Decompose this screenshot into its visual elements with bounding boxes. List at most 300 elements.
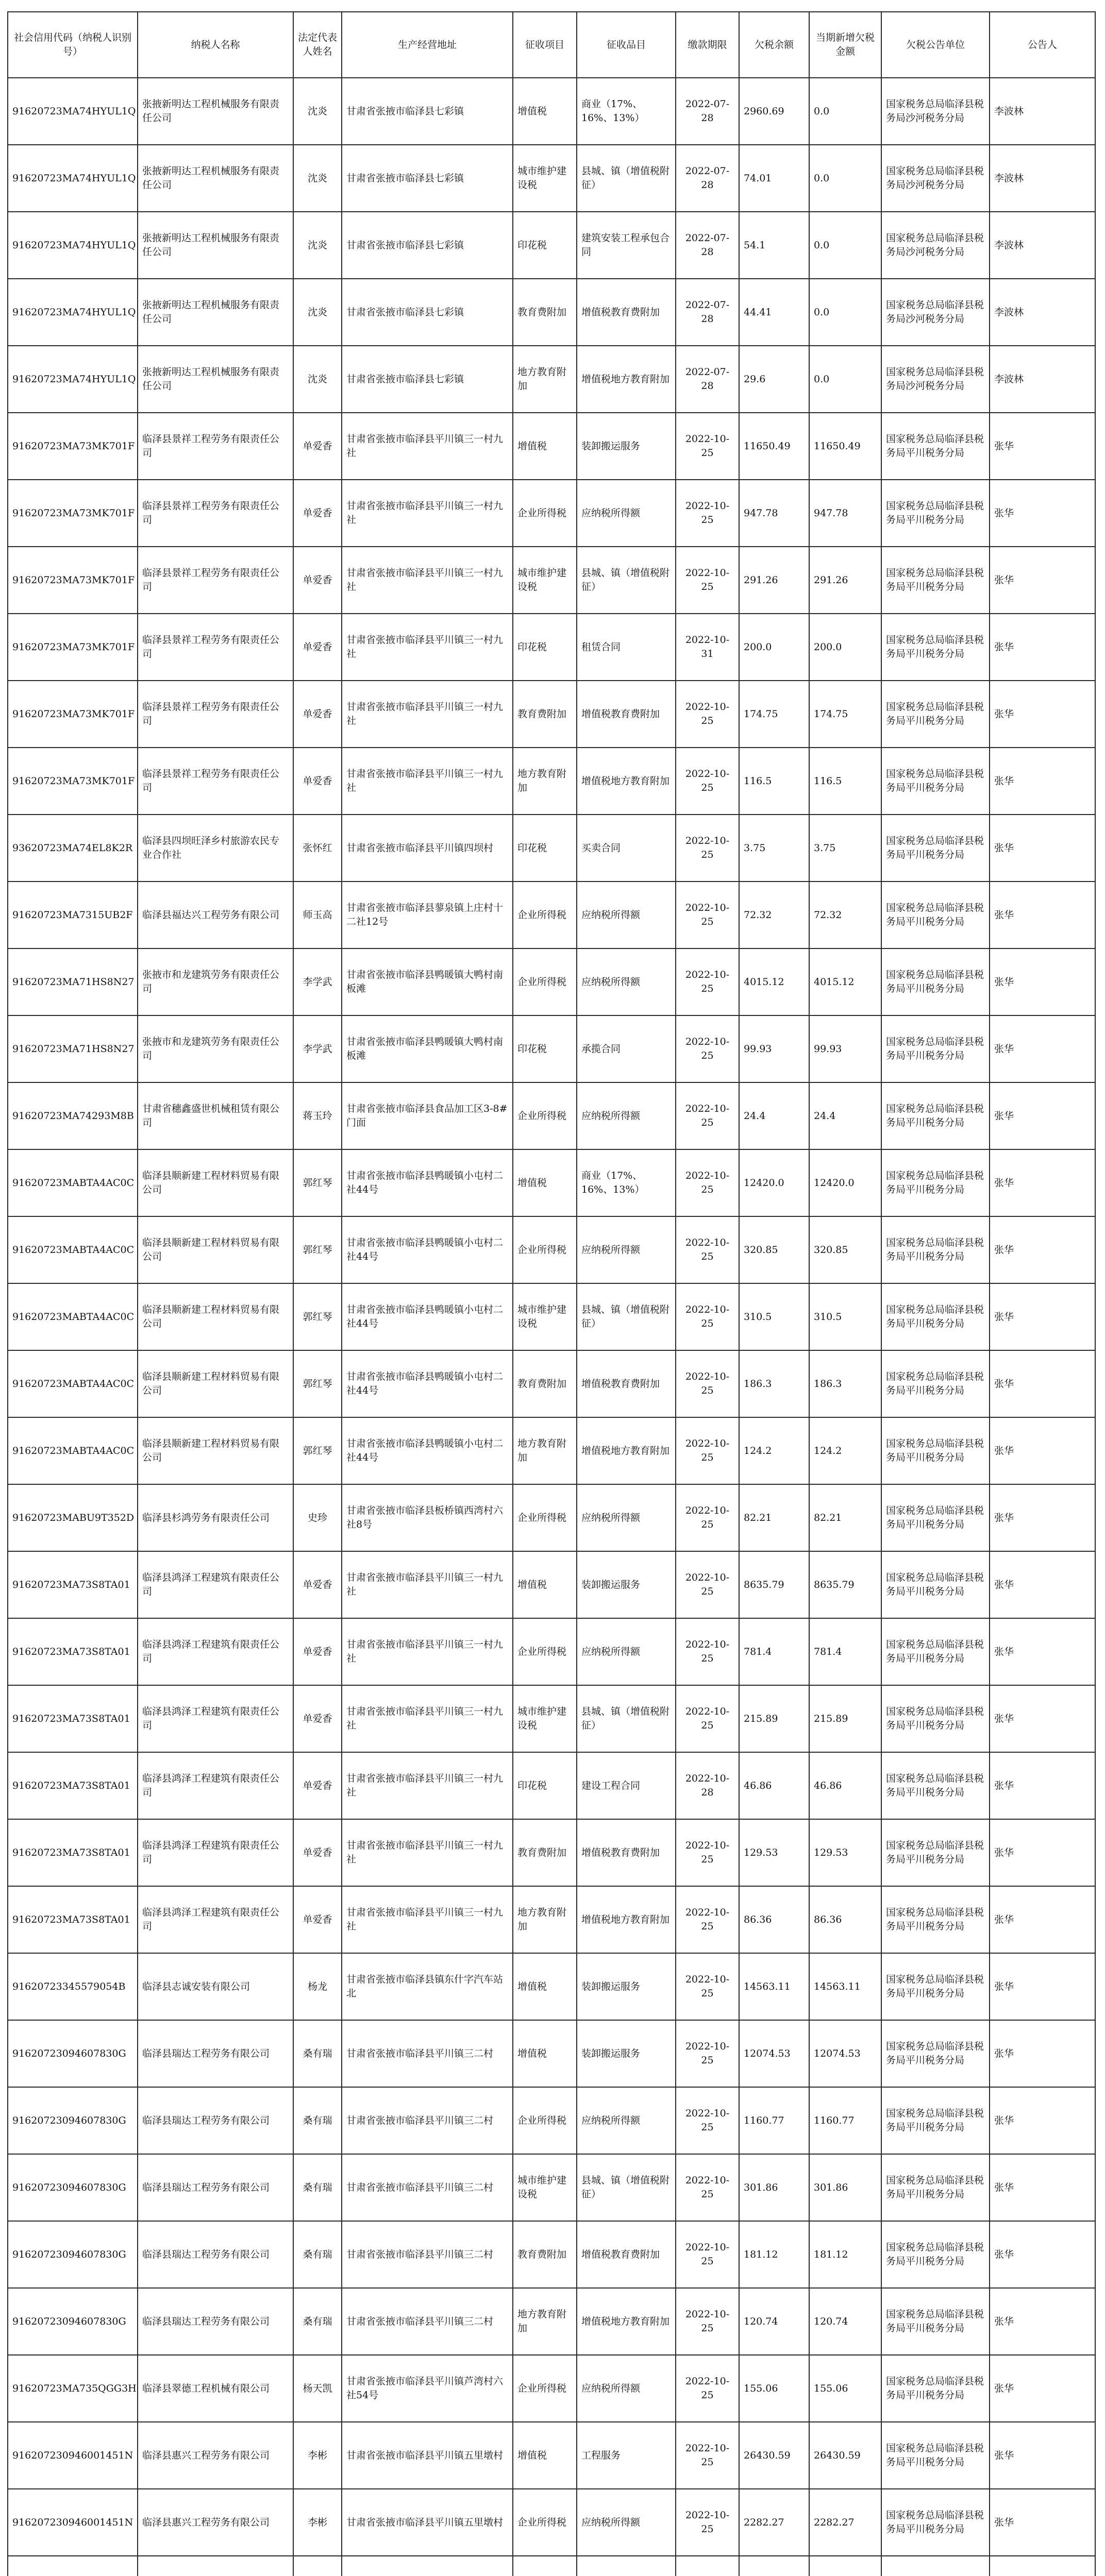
cell-legal-rep: 师玉高	[293, 882, 342, 948]
cell-tax-item: 地方教育附加	[513, 2288, 577, 2355]
cell-taxpayer-name: 临泽县鸿泽工程建筑有限责任公司	[138, 1551, 293, 1618]
cell-arrears-balance: 8635.79	[739, 1551, 809, 1618]
cell-notice-unit: 国家税务总局临泽县税务局平川税务分局	[881, 1350, 990, 1417]
table-row	[8, 2556, 1095, 2576]
table-row	[8, 279, 1095, 346]
cell-announcer: 张华	[990, 2020, 1095, 2087]
cell-announcer: 张华	[990, 2355, 1095, 2422]
cell-new-arrears: 86.36	[809, 1886, 881, 1953]
cell-notice-unit: 国家税务总局临泽县税务局平川税务分局	[881, 2422, 990, 2489]
cell-tax-subitem: 商业（17%、16%、13%）	[577, 1149, 676, 1216]
cell-taxpayer-name: 临泽县景祥工程劳务有限责任公司	[138, 547, 293, 614]
cell-new-arrears: 8635.79	[809, 1551, 881, 1618]
cell-tax-item: 教育费附加	[513, 681, 577, 748]
cell-tax-item: 企业所得税	[513, 2355, 577, 2422]
cell-new-arrears: 82.21	[809, 1484, 881, 1551]
cell-tax-subitem: 应纳税所得额	[577, 2087, 676, 2154]
cell-arrears-balance: 186.3	[739, 1350, 809, 1417]
cell-tax-subitem: 增值税地方教育附加	[577, 1886, 676, 1953]
header-new-arrears: 当期新增欠税金额	[809, 12, 881, 78]
cell-taxpayer-name: 临泽县鸿泽工程建筑有限责任公司	[138, 1752, 293, 1819]
cell-address: 甘肃省张掖市临泽县鸭暖镇小屯村二社44号	[342, 1350, 513, 1417]
cell-credit-code: 91620723MABU9T352D	[8, 1484, 138, 1551]
cell-address: 甘肃省张掖市临泽县平川镇四坝村	[342, 815, 513, 882]
cell-announcer: 张华	[990, 2489, 1095, 2556]
cell-credit-code	[8, 2556, 138, 2576]
cell-announcer: 张华	[990, 1484, 1095, 1551]
cell-tax-item: 城市维护建设税	[513, 547, 577, 614]
cell-notice-unit: 国家税务总局临泽县税务局平川税务分局	[881, 1015, 990, 1082]
cell-tax-subitem: 买卖合同	[577, 815, 676, 882]
cell-notice-unit: 国家税务总局临泽县税务局平川税务分局	[881, 1417, 990, 1484]
cell-notice-unit: 国家税务总局临泽县税务局平川税务分局	[881, 1752, 990, 1819]
table-row	[8, 748, 1095, 815]
cell-legal-rep: 郭红琴	[293, 1283, 342, 1350]
cell-arrears-balance: 86.36	[739, 1886, 809, 1953]
cell-tax-subitem: 县城、镇（增值税附征）	[577, 2154, 676, 2221]
header-address: 生产经营地址	[342, 12, 513, 78]
cell-tax-subitem: 应纳税所得额	[577, 1618, 676, 1685]
cell-credit-code: 91620723MA73S8TA01	[8, 1551, 138, 1618]
cell-arrears-balance: 320.85	[739, 1216, 809, 1283]
cell-tax-subitem: 应纳税所得额	[577, 2355, 676, 2422]
cell-taxpayer-name: 临泽县瑞达工程劳务有限公司	[138, 2020, 293, 2087]
cell-tax-item: 企业所得税	[513, 480, 577, 547]
cell-new-arrears: 200.0	[809, 614, 881, 681]
cell-tax-subitem: 县城、镇（增值税附征）	[577, 1283, 676, 1350]
cell-taxpayer-name: 张掖新明达工程机械服务有限责任公司	[138, 212, 293, 279]
cell-arrears-balance: 14563.11	[739, 1953, 809, 2020]
cell-new-arrears: 72.32	[809, 882, 881, 948]
cell-taxpayer-name: 张掖市和龙建筑劳务有限责任公司	[138, 1015, 293, 1082]
cell-tax-subitem: 装卸搬运服务	[577, 1953, 676, 2020]
cell-deadline: 2022-10-25	[676, 1283, 739, 1350]
cell-tax-subitem: 承揽合同	[577, 1015, 676, 1082]
cell-taxpayer-name: 张掖新明达工程机械服务有限责任公司	[138, 279, 293, 346]
cell-taxpayer-name: 临泽县景祥工程劳务有限责任公司	[138, 681, 293, 748]
cell-deadline: 2022-10-25	[676, 1886, 739, 1953]
cell-arrears-balance: 4015.12	[739, 948, 809, 1015]
cell-credit-code: 91620723MA73S8TA01	[8, 1752, 138, 1819]
cell-legal-rep: 单爱香	[293, 1819, 342, 1886]
cell-taxpayer-name: 临泽县景祥工程劳务有限责任公司	[138, 413, 293, 480]
cell-taxpayer-name	[138, 2556, 293, 2576]
table-row	[8, 1350, 1095, 1417]
cell-tax-subitem: 应纳税所得额	[577, 1082, 676, 1149]
cell-new-arrears: 174.75	[809, 681, 881, 748]
cell-credit-code: 91620723MA735QGG3H	[8, 2355, 138, 2422]
cell-legal-rep: 李彬	[293, 2489, 342, 2556]
cell-credit-code: 91620723MA73S8TA01	[8, 1819, 138, 1886]
cell-address: 甘肃省张掖市临泽县平川镇三一村九社	[342, 614, 513, 681]
cell-legal-rep: 沈炎	[293, 279, 342, 346]
cell-arrears-balance: 26430.59	[739, 2422, 809, 2489]
cell-legal-rep: 张怀红	[293, 815, 342, 882]
cell-credit-code: 91620723MABTA4AC0C	[8, 1283, 138, 1350]
cell-legal-rep: 郭红琴	[293, 1350, 342, 1417]
cell-deadline: 2022-10-31	[676, 614, 739, 681]
cell-legal-rep: 单爱香	[293, 1618, 342, 1685]
cell-new-arrears: 3.75	[809, 815, 881, 882]
cell-new-arrears: 116.5	[809, 748, 881, 815]
table-row	[8, 815, 1095, 882]
cell-legal-rep: 单爱香	[293, 1886, 342, 1953]
cell-deadline: 2022-10-25	[676, 547, 739, 614]
cell-announcer: 张华	[990, 1953, 1095, 2020]
cell-notice-unit: 国家税务总局临泽县税务局平川税务分局	[881, 2087, 990, 2154]
cell-new-arrears: 0.0	[809, 346, 881, 413]
header-arrears-balance: 欠税余额	[739, 12, 809, 78]
cell-deadline: 2022-10-25	[676, 1685, 739, 1752]
cell-credit-code: 916207230946001451N	[8, 2422, 138, 2489]
cell-tax-subitem: 应纳税所得额	[577, 1484, 676, 1551]
cell-legal-rep: 郭红琴	[293, 1417, 342, 1484]
cell-new-arrears: 0.0	[809, 145, 881, 212]
cell-tax-subitem: 增值税地方教育附加	[577, 748, 676, 815]
table-row	[8, 2422, 1095, 2489]
cell-notice-unit: 国家税务总局临泽县税务局平川税务分局	[881, 1484, 990, 1551]
cell-tax-item: 企业所得税	[513, 2087, 577, 2154]
cell-notice-unit: 国家税务总局临泽县税务局平川税务分局	[881, 413, 990, 480]
cell-credit-code: 91620723MA74HYUL1Q	[8, 212, 138, 279]
cell-legal-rep: 沈炎	[293, 145, 342, 212]
cell-address: 甘肃省张掖市临泽县平川镇五里墩村	[342, 2489, 513, 2556]
cell-notice-unit: 国家税务总局临泽县税务局沙河税务分局	[881, 279, 990, 346]
table-row	[8, 1953, 1095, 2020]
tax-arrears-notice	[7, 11, 1096, 2576]
cell-address: 甘肃省张掖市临泽县平川镇五里墩村	[342, 2422, 513, 2489]
cell-credit-code: 91620723MABTA4AC0C	[8, 1350, 138, 1417]
cell-new-arrears: 120.74	[809, 2288, 881, 2355]
cell-notice-unit: 国家税务总局临泽县税务局沙河税务分局	[881, 212, 990, 279]
cell-announcer: 张华	[990, 480, 1095, 547]
cell-new-arrears: 181.12	[809, 2221, 881, 2288]
cell-tax-subitem: 装卸搬运服务	[577, 413, 676, 480]
tax-arrears-table	[7, 11, 1096, 2576]
cell-deadline: 2022-10-25	[676, 1953, 739, 2020]
cell-tax-subitem: 县城、镇（增值税附征）	[577, 547, 676, 614]
cell-taxpayer-name: 临泽县景祥工程劳务有限责任公司	[138, 748, 293, 815]
cell-taxpayer-name: 临泽县鸿泽工程建筑有限责任公司	[138, 1685, 293, 1752]
cell-tax-item: 企业所得税	[513, 1216, 577, 1283]
table-row	[8, 882, 1095, 948]
cell-arrears-balance: 291.26	[739, 547, 809, 614]
cell-arrears-balance: 12420.0	[739, 1149, 809, 1216]
cell-legal-rep	[293, 2556, 342, 2576]
table-row	[8, 1149, 1095, 1216]
cell-credit-code: 91620723345579054B	[8, 1953, 138, 2020]
cell-tax-item: 增值税	[513, 2422, 577, 2489]
cell-taxpayer-name: 临泽县杉鸿劳务有限责任公司	[138, 1484, 293, 1551]
cell-credit-code: 91620723MA74HYUL1Q	[8, 145, 138, 212]
cell-new-arrears: 310.5	[809, 1283, 881, 1350]
cell-address: 甘肃省张掖市临泽县平川镇三一村九社	[342, 547, 513, 614]
cell-announcer: 张华	[990, 1551, 1095, 1618]
cell-notice-unit: 国家税务总局临泽县税务局平川税务分局	[881, 2154, 990, 2221]
cell-tax-item: 增值税	[513, 413, 577, 480]
table-row	[8, 212, 1095, 279]
cell-new-arrears: 14563.11	[809, 1953, 881, 2020]
cell-tax-subitem: 增值税教育费附加	[577, 681, 676, 748]
cell-announcer: 张华	[990, 948, 1095, 1015]
table-row	[8, 1551, 1095, 1618]
cell-announcer: 张华	[990, 2154, 1095, 2221]
cell-address: 甘肃省张掖市临泽县七彩镇	[342, 145, 513, 212]
cell-taxpayer-name: 张掖新明达工程机械服务有限责任公司	[138, 346, 293, 413]
cell-tax-subitem: 增值税地方教育附加	[577, 1417, 676, 1484]
cell-notice-unit: 国家税务总局临泽县税务局平川税务分局	[881, 882, 990, 948]
cell-tax-item: 印花税	[513, 212, 577, 279]
cell-tax-item: 企业所得税	[513, 1484, 577, 1551]
cell-new-arrears: 12420.0	[809, 1149, 881, 1216]
cell-notice-unit: 国家税务总局临泽县税务局平川税务分局	[881, 480, 990, 547]
cell-tax-subitem: 县城、镇（增值税附征）	[577, 1685, 676, 1752]
cell-credit-code: 91620723MA71HS8N27	[8, 1015, 138, 1082]
table-row	[8, 2355, 1095, 2422]
cell-arrears-balance: 24.4	[739, 1082, 809, 1149]
cell-legal-rep: 史珍	[293, 1484, 342, 1551]
cell-announcer: 张华	[990, 2221, 1095, 2288]
cell-deadline: 2022-10-25	[676, 815, 739, 882]
cell-credit-code: 91620723MABTA4AC0C	[8, 1417, 138, 1484]
cell-credit-code: 91620723094607830G	[8, 2221, 138, 2288]
cell-taxpayer-name: 临泽县瑞达工程劳务有限公司	[138, 2154, 293, 2221]
cell-tax-item: 增值税	[513, 78, 577, 145]
table-row	[8, 1618, 1095, 1685]
cell-arrears-balance: 174.75	[739, 681, 809, 748]
cell-deadline: 2022-10-25	[676, 2154, 739, 2221]
cell-new-arrears: 1160.77	[809, 2087, 881, 2154]
header-notice-unit: 欠税公告单位	[881, 12, 990, 78]
cell-announcer: 张华	[990, 748, 1095, 815]
cell-new-arrears: 301.86	[809, 2154, 881, 2221]
cell-taxpayer-name: 临泽县景祥工程劳务有限责任公司	[138, 614, 293, 681]
cell-arrears-balance: 46.86	[739, 1752, 809, 1819]
cell-notice-unit: 国家税务总局临泽县税务局平川税务分局	[881, 2288, 990, 2355]
table-row	[8, 1752, 1095, 1819]
cell-tax-subitem: 应纳税所得额	[577, 480, 676, 547]
table-row	[8, 681, 1095, 748]
cell-address: 甘肃省张掖市临泽县蓼泉镇上庄村十二社12号	[342, 882, 513, 948]
cell-tax-subitem: 应纳税所得额	[577, 948, 676, 1015]
cell-deadline: 2022-10-25	[676, 1618, 739, 1685]
cell-arrears-balance: 181.12	[739, 2221, 809, 2288]
cell-taxpayer-name: 临泽县瑞达工程劳务有限公司	[138, 2221, 293, 2288]
cell-legal-rep: 桑有瑞	[293, 2221, 342, 2288]
cell-arrears-balance: 781.4	[739, 1618, 809, 1685]
cell-legal-rep: 单爱香	[293, 1551, 342, 1618]
cell-legal-rep: 郭红琴	[293, 1149, 342, 1216]
cell-tax-item: 教育费附加	[513, 279, 577, 346]
cell-tax-item: 地方教育附加	[513, 748, 577, 815]
cell-arrears-balance: 2960.69	[739, 78, 809, 145]
table-row	[8, 1015, 1095, 1082]
cell-new-arrears: 46.86	[809, 1752, 881, 1819]
cell-tax-subitem	[577, 2556, 676, 2576]
cell-tax-item: 增值税	[513, 1551, 577, 1618]
cell-credit-code: 93620723MA74EL8K2R	[8, 815, 138, 882]
cell-arrears-balance: 155.06	[739, 2355, 809, 2422]
table-row	[8, 1082, 1095, 1149]
cell-new-arrears: 0.0	[809, 279, 881, 346]
cell-arrears-balance: 54.1	[739, 212, 809, 279]
cell-legal-rep: 桑有瑞	[293, 2020, 342, 2087]
cell-announcer: 张华	[990, 1618, 1095, 1685]
cell-address: 甘肃省张掖市临泽县平川镇三一村九社	[342, 1618, 513, 1685]
cell-deadline: 2022-07-28	[676, 145, 739, 212]
cell-tax-subitem: 应纳税所得额	[577, 2489, 676, 2556]
cell-announcer: 张华	[990, 1015, 1095, 1082]
table-row	[8, 2221, 1095, 2288]
cell-tax-item: 教育费附加	[513, 1819, 577, 1886]
cell-address: 甘肃省张掖市临泽县平川镇三一村九社	[342, 1752, 513, 1819]
cell-notice-unit: 国家税务总局临泽县税务局平川税务分局	[881, 1283, 990, 1350]
table-row	[8, 2154, 1095, 2221]
cell-deadline: 2022-10-25	[676, 2221, 739, 2288]
cell-address: 甘肃省张掖市临泽县七彩镇	[342, 346, 513, 413]
cell-legal-rep: 单爱香	[293, 748, 342, 815]
cell-announcer: 张华	[990, 1685, 1095, 1752]
cell-announcer: 张华	[990, 1216, 1095, 1283]
cell-new-arrears: 320.85	[809, 1216, 881, 1283]
cell-arrears-balance	[739, 2556, 809, 2576]
cell-new-arrears: 0.0	[809, 212, 881, 279]
cell-arrears-balance: 12074.53	[739, 2020, 809, 2087]
cell-legal-rep: 杨天凯	[293, 2355, 342, 2422]
cell-new-arrears: 781.4	[809, 1618, 881, 1685]
cell-arrears-balance: 74.01	[739, 145, 809, 212]
cell-taxpayer-name: 临泽县四坝旺泽乡村旅游农民专业合作社	[138, 815, 293, 882]
cell-announcer: 张华	[990, 614, 1095, 681]
cell-address: 甘肃省张掖市临泽县平川镇三一村九社	[342, 413, 513, 480]
cell-new-arrears: 291.26	[809, 547, 881, 614]
header-announcer: 公告人	[990, 12, 1095, 78]
cell-deadline	[676, 2556, 739, 2576]
cell-arrears-balance: 129.53	[739, 1819, 809, 1886]
cell-address: 甘肃省张掖市临泽县食品加工区3-8#门面	[342, 1082, 513, 1149]
cell-credit-code: 91620723MA71HS8N27	[8, 948, 138, 1015]
cell-legal-rep: 单爱香	[293, 614, 342, 681]
cell-tax-item: 企业所得税	[513, 1082, 577, 1149]
cell-legal-rep: 单爱香	[293, 681, 342, 748]
table-row	[8, 2087, 1095, 2154]
cell-notice-unit: 国家税务总局临泽县税务局平川税务分局	[881, 547, 990, 614]
cell-announcer: 张华	[990, 1283, 1095, 1350]
cell-tax-subitem: 装卸搬运服务	[577, 2020, 676, 2087]
cell-announcer: 李波林	[990, 212, 1095, 279]
cell-taxpayer-name: 张掖新明达工程机械服务有限责任公司	[138, 145, 293, 212]
cell-legal-rep: 沈炎	[293, 78, 342, 145]
cell-taxpayer-name: 临泽县惠兴工程劳务有限公司	[138, 2422, 293, 2489]
cell-arrears-balance: 11650.49	[739, 413, 809, 480]
cell-new-arrears: 99.93	[809, 1015, 881, 1082]
cell-announcer: 张华	[990, 1149, 1095, 1216]
cell-taxpayer-name: 甘肃省穗鑫盛世机械租赁有限公司	[138, 1082, 293, 1149]
cell-address: 甘肃省张掖市临泽县平川镇三二村	[342, 2020, 513, 2087]
cell-notice-unit: 国家税务总局临泽县税务局平川税务分局	[881, 815, 990, 882]
header-credit-code: 社会信用代码（纳税人识别号）	[8, 12, 138, 78]
cell-credit-code: 91620723094607830G	[8, 2087, 138, 2154]
header-row	[8, 12, 1095, 78]
cell-new-arrears: 947.78	[809, 480, 881, 547]
cell-notice-unit: 国家税务总局临泽县税务局沙河税务分局	[881, 78, 990, 145]
cell-deadline: 2022-10-25	[676, 1417, 739, 1484]
header-deadline: 缴款期限	[676, 12, 739, 78]
cell-address: 甘肃省张掖市临泽县平川镇芦湾村六社54号	[342, 2355, 513, 2422]
cell-taxpayer-name: 临泽县景祥工程劳务有限责任公司	[138, 480, 293, 547]
header-tax-subitem: 征收品目	[577, 12, 676, 78]
cell-notice-unit: 国家税务总局临泽县税务局平川税务分局	[881, 1551, 990, 1618]
table-row	[8, 480, 1095, 547]
cell-notice-unit	[881, 2556, 990, 2576]
cell-tax-subitem: 应纳税所得额	[577, 882, 676, 948]
cell-legal-rep: 桑有瑞	[293, 2288, 342, 2355]
cell-deadline: 2022-10-25	[676, 1551, 739, 1618]
cell-address	[342, 2556, 513, 2576]
cell-announcer: 李波林	[990, 279, 1095, 346]
cell-tax-item: 城市维护建设税	[513, 145, 577, 212]
cell-deadline: 2022-10-25	[676, 413, 739, 480]
cell-tax-item: 企业所得税	[513, 1618, 577, 1685]
table-row	[8, 1819, 1095, 1886]
cell-address: 甘肃省张掖市临泽县平川镇三一村九社	[342, 480, 513, 547]
table-row	[8, 145, 1095, 212]
cell-legal-rep: 沈炎	[293, 212, 342, 279]
cell-notice-unit: 国家税务总局临泽县税务局沙河税务分局	[881, 145, 990, 212]
cell-legal-rep: 单爱香	[293, 1685, 342, 1752]
table-row	[8, 78, 1095, 145]
cell-announcer: 李波林	[990, 145, 1095, 212]
cell-tax-item: 城市维护建设税	[513, 1685, 577, 1752]
cell-notice-unit: 国家税务总局临泽县税务局平川税务分局	[881, 1819, 990, 1886]
cell-tax-item: 城市维护建设税	[513, 2154, 577, 2221]
cell-announcer: 张华	[990, 681, 1095, 748]
table-row	[8, 1216, 1095, 1283]
cell-address: 甘肃省张掖市临泽县平川镇三二村	[342, 2154, 513, 2221]
cell-deadline: 2022-10-25	[676, 1082, 739, 1149]
cell-arrears-balance: 82.21	[739, 1484, 809, 1551]
header-legal-rep: 法定代表人姓名	[293, 12, 342, 78]
cell-credit-code: 91620723094607830G	[8, 2288, 138, 2355]
cell-arrears-balance: 124.2	[739, 1417, 809, 1484]
cell-announcer: 张华	[990, 2087, 1095, 2154]
cell-taxpayer-name: 临泽县志诚安装有限公司	[138, 1953, 293, 2020]
cell-legal-rep: 蒋玉玲	[293, 1082, 342, 1149]
cell-credit-code: 91620723MABTA4AC0C	[8, 1149, 138, 1216]
cell-tax-item: 地方教育附加	[513, 1886, 577, 1953]
cell-legal-rep: 李学武	[293, 948, 342, 1015]
cell-credit-code: 916207230946001451N	[8, 2489, 138, 2556]
cell-address: 甘肃省张掖市临泽县平川镇三二村	[342, 2221, 513, 2288]
cell-taxpayer-name: 临泽县顺新建工程材料贸易有限公司	[138, 1350, 293, 1417]
cell-address: 甘肃省张掖市临泽县鸭暖镇大鸭村南板滩	[342, 948, 513, 1015]
cell-tax-subitem: 增值税教育费附加	[577, 279, 676, 346]
cell-taxpayer-name: 临泽县瑞达工程劳务有限公司	[138, 2288, 293, 2355]
cell-arrears-balance: 116.5	[739, 748, 809, 815]
cell-deadline: 2022-10-25	[676, 948, 739, 1015]
cell-new-arrears: 24.4	[809, 1082, 881, 1149]
cell-taxpayer-name: 临泽县惠兴工程劳务有限公司	[138, 2489, 293, 2556]
cell-taxpayer-name: 张掖新明达工程机械服务有限责任公司	[138, 78, 293, 145]
cell-notice-unit: 国家税务总局临泽县税务局平川税务分局	[881, 1216, 990, 1283]
cell-tax-item: 地方教育附加	[513, 1417, 577, 1484]
cell-new-arrears: 186.3	[809, 1350, 881, 1417]
cell-announcer: 张华	[990, 1886, 1095, 1953]
cell-deadline: 2022-10-25	[676, 1484, 739, 1551]
cell-announcer: 张华	[990, 1752, 1095, 1819]
cell-tax-item: 印花税	[513, 815, 577, 882]
cell-tax-item: 教育费附加	[513, 1350, 577, 1417]
